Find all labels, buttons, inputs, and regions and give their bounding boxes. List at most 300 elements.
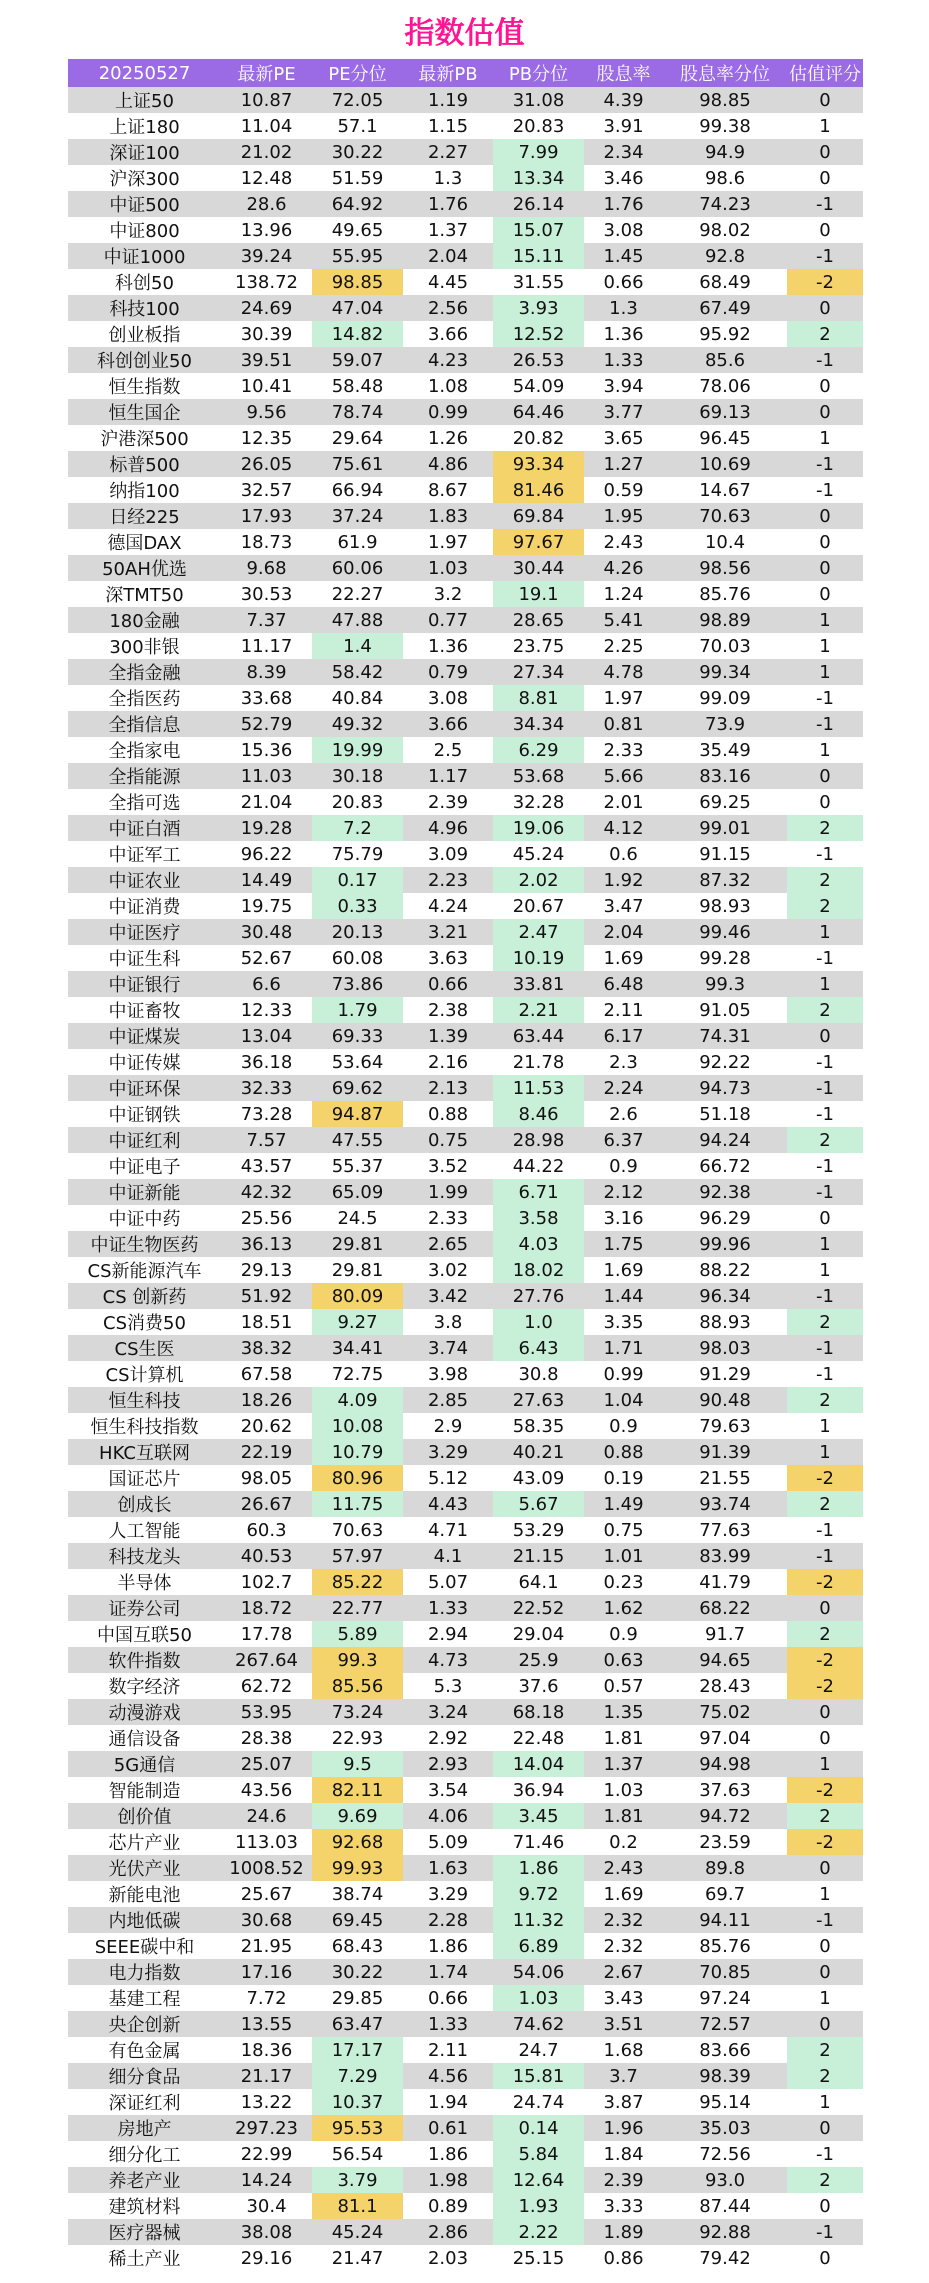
- cell-dividend-yield: 3.51: [584, 2011, 663, 2037]
- cell-pb: 3.42: [403, 1283, 493, 1309]
- cell-pb-percentile: 6.43: [493, 1335, 584, 1361]
- cell-pe: 30.53: [221, 581, 312, 607]
- cell-pe-percentile: 29.85: [312, 1985, 403, 2011]
- cell-pb-percentile: 63.44: [493, 1023, 584, 1049]
- cell-score: -1: [787, 1179, 863, 1205]
- cell-index-name: 恒生国企: [68, 399, 221, 425]
- cell-index-name: 中证生物医药: [68, 1231, 221, 1257]
- cell-pb: 2.93: [403, 1751, 493, 1777]
- cell-pb-percentile: 25.15: [493, 2245, 584, 2271]
- cell-score: 2: [787, 1387, 863, 1413]
- cell-pb: 2.27: [403, 139, 493, 165]
- cell-dividend-percentile: 70.63: [663, 503, 787, 529]
- cell-pb-percentile: 74.62: [493, 2011, 584, 2037]
- cell-dividend-percentile: 91.39: [663, 1439, 787, 1465]
- cell-index-name: 德国DAX: [68, 529, 221, 555]
- cell-dividend-percentile: 73.9: [663, 711, 787, 737]
- cell-pb: 1.19: [403, 87, 493, 113]
- cell-pb: 1.76: [403, 191, 493, 217]
- cell-pe: 39.51: [221, 347, 312, 373]
- cell-dividend-yield: 2.12: [584, 1179, 663, 1205]
- cell-pb-percentile: 10.19: [493, 945, 584, 971]
- cell-dividend-yield: 3.46: [584, 165, 663, 191]
- cell-pb-percentile: 8.81: [493, 685, 584, 711]
- cell-score: -1: [787, 1517, 863, 1543]
- cell-index-name: 软件指数: [68, 1647, 221, 1673]
- cell-score: 1: [787, 2089, 863, 2115]
- cell-score: 0: [787, 1933, 863, 1959]
- cell-dividend-yield: 1.35: [584, 1699, 663, 1725]
- cell-pb: 0.99: [403, 399, 493, 425]
- cell-pe-percentile: 14.82: [312, 321, 403, 347]
- cell-pb-percentile: 53.29: [493, 1517, 584, 1543]
- cell-pb: 4.24: [403, 893, 493, 919]
- cell-score: 2: [787, 1127, 863, 1153]
- cell-pb: 3.29: [403, 1439, 493, 1465]
- cell-pe-percentile: 72.05: [312, 87, 403, 113]
- cell-index-name: 创成长: [68, 1491, 221, 1517]
- cell-pe-percentile: 22.77: [312, 1595, 403, 1621]
- cell-index-name: 动漫游戏: [68, 1699, 221, 1725]
- cell-pb: 3.21: [403, 919, 493, 945]
- cell-pe: 38.08: [221, 2219, 312, 2245]
- cell-dividend-percentile: 96.45: [663, 425, 787, 451]
- cell-dividend-yield: 0.66: [584, 269, 663, 295]
- cell-pb-percentile: 13.34: [493, 165, 584, 191]
- cell-pb: 2.56: [403, 295, 493, 321]
- cell-dividend-yield: 2.3: [584, 1049, 663, 1075]
- cell-pb: 1.26: [403, 425, 493, 451]
- cell-dividend-percentile: 94.24: [663, 1127, 787, 1153]
- cell-dividend-yield: 1.3: [584, 295, 663, 321]
- cell-pb-percentile: 6.71: [493, 1179, 584, 1205]
- cell-index-name: 电力指数: [68, 1959, 221, 1985]
- cell-score: 1: [787, 1751, 863, 1777]
- cell-score: 1: [787, 1231, 863, 1257]
- cell-index-name: 中证传媒: [68, 1049, 221, 1075]
- cell-pb: 1.97: [403, 529, 493, 555]
- cell-pe-percentile: 53.64: [312, 1049, 403, 1075]
- cell-pe: 10.41: [221, 373, 312, 399]
- cell-pe-percentile: 95.53: [312, 2115, 403, 2141]
- cell-score: -1: [787, 347, 863, 373]
- cell-index-name: 中证畜牧: [68, 997, 221, 1023]
- cell-index-name: 细分食品: [68, 2063, 221, 2089]
- cell-index-name: 中证生科: [68, 945, 221, 971]
- cell-index-name: 全指可选: [68, 789, 221, 815]
- cell-pe-percentile: 47.55: [312, 1127, 403, 1153]
- cell-pb: 1.99: [403, 1179, 493, 1205]
- cell-index-name: 300非银: [68, 633, 221, 659]
- cell-pb-percentile: 40.21: [493, 1439, 584, 1465]
- cell-dividend-yield: 1.69: [584, 1257, 663, 1283]
- cell-dividend-percentile: 10.4: [663, 529, 787, 555]
- cell-dividend-yield: 0.57: [584, 1673, 663, 1699]
- cell-dividend-percentile: 85.6: [663, 347, 787, 373]
- cell-pb: 5.07: [403, 1569, 493, 1595]
- cell-pb-percentile: 3.93: [493, 295, 584, 321]
- cell-pe: 12.48: [221, 165, 312, 191]
- cell-index-name: 中证1000: [68, 243, 221, 269]
- cell-index-name: 中证500: [68, 191, 221, 217]
- cell-dividend-yield: 5.66: [584, 763, 663, 789]
- cell-pb-percentile: 27.76: [493, 1283, 584, 1309]
- cell-dividend-yield: 2.01: [584, 789, 663, 815]
- cell-pe-percentile: 21.47: [312, 2245, 403, 2271]
- cell-dividend-yield: 3.43: [584, 1985, 663, 2011]
- cell-dividend-percentile: 89.8: [663, 1855, 787, 1881]
- cell-score: 2: [787, 867, 863, 893]
- cell-score: 2: [787, 1491, 863, 1517]
- cell-pe-percentile: 85.56: [312, 1673, 403, 1699]
- cell-pb: 4.96: [403, 815, 493, 841]
- cell-pe-percentile: 29.64: [312, 425, 403, 451]
- cell-pb-percentile: 2.47: [493, 919, 584, 945]
- cell-pb-percentile: 19.1: [493, 581, 584, 607]
- cell-dividend-percentile: 85.76: [663, 1933, 787, 1959]
- cell-index-name: 全指金融: [68, 659, 221, 685]
- cell-pe: 29.13: [221, 1257, 312, 1283]
- cell-index-name: 全指家电: [68, 737, 221, 763]
- cell-pe-percentile: 69.33: [312, 1023, 403, 1049]
- cell-dividend-yield: 1.69: [584, 945, 663, 971]
- cell-pe-percentile: 47.04: [312, 295, 403, 321]
- cell-index-name: 中证800: [68, 217, 221, 243]
- cell-pb: 3.08: [403, 685, 493, 711]
- cell-pe-percentile: 1.4: [312, 633, 403, 659]
- cell-score: 2: [787, 893, 863, 919]
- cell-score: 0: [787, 555, 863, 581]
- cell-score: 0: [787, 2245, 863, 2271]
- cell-index-name: 房地产: [68, 2115, 221, 2141]
- cell-index-name: 深证100: [68, 139, 221, 165]
- cell-pe-percentile: 99.3: [312, 1647, 403, 1673]
- cell-dividend-percentile: 78.06: [663, 373, 787, 399]
- cell-pb: 1.03: [403, 555, 493, 581]
- cell-pe-percentile: 7.29: [312, 2063, 403, 2089]
- cell-pb-percentile: 93.34: [493, 451, 584, 477]
- cell-pb: 4.86: [403, 451, 493, 477]
- cell-pe-percentile: 4.09: [312, 1387, 403, 1413]
- cell-pb: 1.33: [403, 2011, 493, 2037]
- cell-pb: 2.65: [403, 1231, 493, 1257]
- cell-pe-percentile: 73.24: [312, 1699, 403, 1725]
- cell-score: 0: [787, 1023, 863, 1049]
- cell-pb-percentile: 69.84: [493, 503, 584, 529]
- cell-dividend-percentile: 68.49: [663, 269, 787, 295]
- cell-pb-percentile: 8.46: [493, 1101, 584, 1127]
- cell-dividend-percentile: 83.16: [663, 763, 787, 789]
- cell-pb: 1.37: [403, 217, 493, 243]
- cell-dividend-yield: 0.9: [584, 1153, 663, 1179]
- cell-pb-percentile: 68.18: [493, 1699, 584, 1725]
- cell-pe-percentile: 1.79: [312, 997, 403, 1023]
- cell-pb-percentile: 5.67: [493, 1491, 584, 1517]
- cell-index-name: 50AH优选: [68, 555, 221, 581]
- cell-score: -1: [787, 1283, 863, 1309]
- cell-pe: 8.39: [221, 659, 312, 685]
- cell-pb: 2.38: [403, 997, 493, 1023]
- cell-dividend-yield: 2.25: [584, 633, 663, 659]
- cell-score: -2: [787, 1777, 863, 1803]
- cell-score: -1: [787, 1101, 863, 1127]
- cell-score: -2: [787, 1673, 863, 1699]
- cell-pe-percentile: 11.75: [312, 1491, 403, 1517]
- cell-dividend-yield: 3.33: [584, 2193, 663, 2219]
- cell-pe: 21.04: [221, 789, 312, 815]
- cell-pe: 267.64: [221, 1647, 312, 1673]
- cell-dividend-yield: 4.78: [584, 659, 663, 685]
- cell-pb-percentile: 81.46: [493, 477, 584, 503]
- cell-dividend-yield: 4.39: [584, 87, 663, 113]
- cell-score: 1: [787, 113, 863, 139]
- cell-pb-percentile: 20.82: [493, 425, 584, 451]
- cell-pe: 28.6: [221, 191, 312, 217]
- cell-dividend-yield: 0.23: [584, 1569, 663, 1595]
- cell-score: 2: [787, 1803, 863, 1829]
- cell-pb-percentile: 28.98: [493, 1127, 584, 1153]
- header-pb: 最新PB: [403, 59, 493, 87]
- cell-dividend-percentile: 98.6: [663, 165, 787, 191]
- cell-index-name: 全指信息: [68, 711, 221, 737]
- cell-pe: 73.28: [221, 1101, 312, 1127]
- cell-index-name: HKC互联网: [68, 1439, 221, 1465]
- cell-dividend-percentile: 96.34: [663, 1283, 787, 1309]
- cell-index-name: 纳指100: [68, 477, 221, 503]
- cell-pb-percentile: 30.44: [493, 555, 584, 581]
- cell-dividend-percentile: 94.73: [663, 1075, 787, 1101]
- cell-pe-percentile: 30.22: [312, 139, 403, 165]
- cell-index-name: 沪深300: [68, 165, 221, 191]
- cell-dividend-yield: 3.77: [584, 399, 663, 425]
- cell-pe-percentile: 29.81: [312, 1257, 403, 1283]
- cell-dividend-percentile: 74.23: [663, 191, 787, 217]
- cell-pe: 33.68: [221, 685, 312, 711]
- cell-score: 2: [787, 2167, 863, 2193]
- cell-dividend-percentile: 72.57: [663, 2011, 787, 2037]
- cell-pb-percentile: 64.46: [493, 399, 584, 425]
- cell-pb-percentile: 15.81: [493, 2063, 584, 2089]
- cell-pe: 30.39: [221, 321, 312, 347]
- cell-pe-percentile: 45.24: [312, 2219, 403, 2245]
- cell-pe: 18.73: [221, 529, 312, 555]
- cell-pb: 4.43: [403, 1491, 493, 1517]
- cell-dividend-yield: 2.32: [584, 1907, 663, 1933]
- cell-score: 0: [787, 373, 863, 399]
- cell-pe: 25.67: [221, 1881, 312, 1907]
- cell-pb-percentile: 3.45: [493, 1803, 584, 1829]
- cell-dividend-yield: 1.04: [584, 1387, 663, 1413]
- cell-pb-percentile: 53.68: [493, 763, 584, 789]
- cell-score: 0: [787, 217, 863, 243]
- cell-pb: 3.54: [403, 1777, 493, 1803]
- cell-score: 1: [787, 607, 863, 633]
- cell-score: 0: [787, 503, 863, 529]
- cell-score: 1: [787, 1985, 863, 2011]
- cell-index-name: 中国互联50: [68, 1621, 221, 1647]
- cell-pb: 2.5: [403, 737, 493, 763]
- cell-pe-percentile: 69.45: [312, 1907, 403, 1933]
- cell-pe-percentile: 69.62: [312, 1075, 403, 1101]
- cell-dividend-yield: 0.75: [584, 1517, 663, 1543]
- cell-pe: 25.07: [221, 1751, 312, 1777]
- cell-pb: 4.1: [403, 1543, 493, 1569]
- cell-pb: 0.79: [403, 659, 493, 685]
- cell-index-name: 中证钢铁: [68, 1101, 221, 1127]
- cell-pb: 3.09: [403, 841, 493, 867]
- cell-pe: 43.56: [221, 1777, 312, 1803]
- cell-dividend-yield: 1.81: [584, 1725, 663, 1751]
- cell-pe-percentile: 10.08: [312, 1413, 403, 1439]
- cell-index-name: 180金融: [68, 607, 221, 633]
- cell-dividend-percentile: 94.65: [663, 1647, 787, 1673]
- cell-dividend-yield: 3.7: [584, 2063, 663, 2089]
- cell-index-name: 建筑材料: [68, 2193, 221, 2219]
- cell-pb: 1.86: [403, 2141, 493, 2167]
- cell-pb-percentile: 31.08: [493, 87, 584, 113]
- cell-dividend-percentile: 66.72: [663, 1153, 787, 1179]
- cell-score: 1: [787, 633, 863, 659]
- cell-pe-percentile: 78.74: [312, 399, 403, 425]
- cell-pe: 39.24: [221, 243, 312, 269]
- cell-index-name: 创价值: [68, 1803, 221, 1829]
- cell-index-name: 中证红利: [68, 1127, 221, 1153]
- cell-dividend-percentile: 83.66: [663, 2037, 787, 2063]
- cell-index-name: 智能制造: [68, 1777, 221, 1803]
- cell-pb: 1.86: [403, 1933, 493, 1959]
- cell-pb: 4.06: [403, 1803, 493, 1829]
- cell-index-name: 恒生科技: [68, 1387, 221, 1413]
- cell-index-name: 基建工程: [68, 1985, 221, 2011]
- cell-pe: 13.55: [221, 2011, 312, 2037]
- cell-pe-percentile: 17.17: [312, 2037, 403, 2063]
- cell-dividend-yield: 3.65: [584, 425, 663, 451]
- cell-pe-percentile: 85.22: [312, 1569, 403, 1595]
- cell-pb: 1.15: [403, 113, 493, 139]
- cell-pb-percentile: 20.83: [493, 113, 584, 139]
- cell-pe-percentile: 3.79: [312, 2167, 403, 2193]
- cell-pb-percentile: 11.53: [493, 1075, 584, 1101]
- cell-pb-percentile: 1.03: [493, 1985, 584, 2011]
- cell-score: -1: [787, 1075, 863, 1101]
- cell-dividend-percentile: 99.46: [663, 919, 787, 945]
- cell-score: -1: [787, 711, 863, 737]
- cell-dividend-percentile: 72.56: [663, 2141, 787, 2167]
- cell-dividend-yield: 1.33: [584, 347, 663, 373]
- cell-dividend-percentile: 69.25: [663, 789, 787, 815]
- cell-index-name: 恒生指数: [68, 373, 221, 399]
- cell-pe: 14.49: [221, 867, 312, 893]
- cell-pb-percentile: 37.6: [493, 1673, 584, 1699]
- cell-score: -2: [787, 269, 863, 295]
- cell-score: -1: [787, 945, 863, 971]
- cell-index-name: 芯片产业: [68, 1829, 221, 1855]
- cell-pb-percentile: 15.07: [493, 217, 584, 243]
- cell-dividend-percentile: 99.34: [663, 659, 787, 685]
- cell-pe-percentile: 68.43: [312, 1933, 403, 1959]
- cell-score: 1: [787, 1881, 863, 1907]
- cell-dividend-percentile: 91.29: [663, 1361, 787, 1387]
- cell-pb-percentile: 29.04: [493, 1621, 584, 1647]
- cell-index-name: 日经225: [68, 503, 221, 529]
- cell-pb: 1.63: [403, 1855, 493, 1881]
- cell-dividend-yield: 0.6: [584, 841, 663, 867]
- cell-pb: 3.66: [403, 321, 493, 347]
- cell-pe-percentile: 24.5: [312, 1205, 403, 1231]
- cell-index-name: 新能电池: [68, 1881, 221, 1907]
- cell-dividend-percentile: 92.8: [663, 243, 787, 269]
- cell-dividend-yield: 1.03: [584, 1777, 663, 1803]
- cell-index-name: 光伏产业: [68, 1855, 221, 1881]
- cell-pb-percentile: 11.32: [493, 1907, 584, 1933]
- cell-pe-percentile: 29.81: [312, 1231, 403, 1257]
- cell-dividend-yield: 2.11: [584, 997, 663, 1023]
- cell-pe-percentile: 72.75: [312, 1361, 403, 1387]
- cell-pb: 3.8: [403, 1309, 493, 1335]
- cell-pe: 26.67: [221, 1491, 312, 1517]
- cell-pe: 6.6: [221, 971, 312, 997]
- cell-pb-percentile: 2.21: [493, 997, 584, 1023]
- cell-pe: 32.57: [221, 477, 312, 503]
- cell-dividend-percentile: 92.38: [663, 1179, 787, 1205]
- cell-pb-percentile: 36.94: [493, 1777, 584, 1803]
- cell-pe: 18.36: [221, 2037, 312, 2063]
- cell-pe-percentile: 61.9: [312, 529, 403, 555]
- cell-dividend-yield: 5.41: [584, 607, 663, 633]
- cell-dividend-yield: 6.48: [584, 971, 663, 997]
- cell-dividend-percentile: 94.11: [663, 1907, 787, 1933]
- cell-index-name: 深证红利: [68, 2089, 221, 2115]
- cell-score: 0: [787, 581, 863, 607]
- cell-pb-percentile: 21.15: [493, 1543, 584, 1569]
- cell-dividend-yield: 1.81: [584, 1803, 663, 1829]
- cell-dividend-yield: 1.24: [584, 581, 663, 607]
- cell-score: -1: [787, 1361, 863, 1387]
- cell-pb-percentile: 64.1: [493, 1569, 584, 1595]
- cell-dividend-yield: 0.81: [584, 711, 663, 737]
- cell-pb: 0.66: [403, 1985, 493, 2011]
- cell-score: -1: [787, 191, 863, 217]
- cell-index-name: 科技龙头: [68, 1543, 221, 1569]
- cell-pe: 62.72: [221, 1673, 312, 1699]
- cell-pe-percentile: 0.33: [312, 893, 403, 919]
- cell-score: 2: [787, 1621, 863, 1647]
- cell-pe: 17.93: [221, 503, 312, 529]
- cell-pe: 7.72: [221, 1985, 312, 2011]
- cell-pb: 1.36: [403, 633, 493, 659]
- cell-pb-percentile: 22.48: [493, 1725, 584, 1751]
- cell-index-name: 通信设备: [68, 1725, 221, 1751]
- cell-index-name: CS生医: [68, 1335, 221, 1361]
- cell-dividend-percentile: 98.89: [663, 607, 787, 633]
- cell-dividend-yield: 1.71: [584, 1335, 663, 1361]
- cell-pb-percentile: 0.14: [493, 2115, 584, 2141]
- cell-pe-percentile: 73.86: [312, 971, 403, 997]
- cell-pe: 1008.52: [221, 1855, 312, 1881]
- cell-score: 0: [787, 2115, 863, 2141]
- cell-pe: 18.51: [221, 1309, 312, 1335]
- cell-index-name: 医疗器械: [68, 2219, 221, 2245]
- cell-dividend-percentile: 99.38: [663, 113, 787, 139]
- cell-dividend-percentile: 98.03: [663, 1335, 787, 1361]
- cell-pb: 0.75: [403, 1127, 493, 1153]
- cell-pb-percentile: 30.8: [493, 1361, 584, 1387]
- cell-score: 1: [787, 659, 863, 685]
- cell-pe-percentile: 82.11: [312, 1777, 403, 1803]
- cell-pb-percentile: 1.86: [493, 1855, 584, 1881]
- cell-dividend-yield: 3.47: [584, 893, 663, 919]
- cell-pb: 3.52: [403, 1153, 493, 1179]
